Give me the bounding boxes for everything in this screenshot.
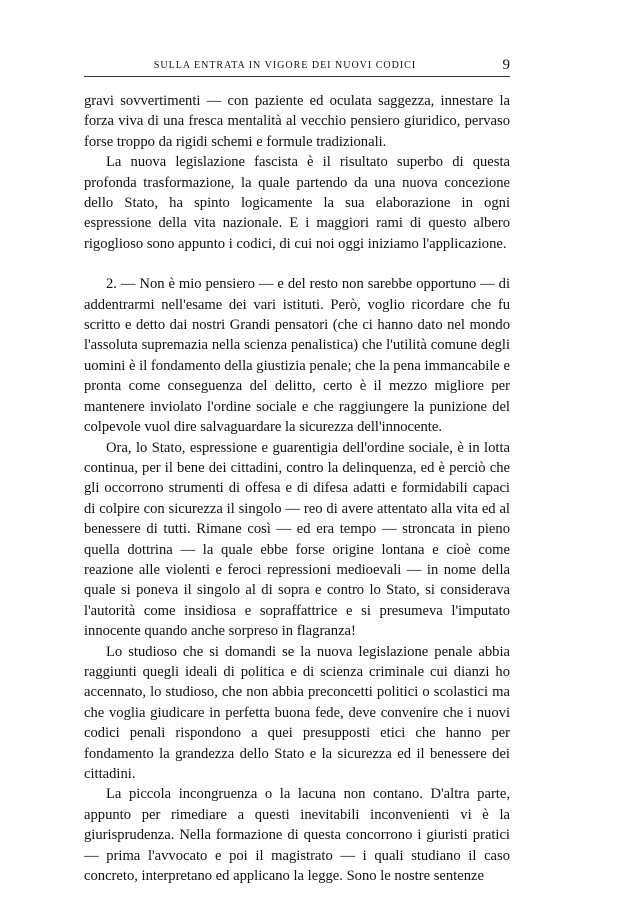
page-number: 9	[502, 57, 510, 73]
paragraph: La piccola incongruenza o la lacuna non contano. D'altra parte, appunto per rimediare a questi inevitabili inconvenienti vi è la giurisprudenza. Nella formazione di questa concorrono i giuristi pratici — prima l'avvocato e poi il magistrato — i quali studiano il caso concreto, interpretano ed applicano la legge. Sono le nostre sentenze	[84, 786, 510, 885]
section-2-paragraph: 2. — Non è mio pensiero — e del resto non sarebbe opportuno — di addentrarmi nell'esame dei vari istituti. Però, voglio ricordare che fu scritto e detto dai nostri Grandi pensatori (che ci hanno dato nel mondo l'assoluta supremazia nella scienza penalistica) che l'utilità comune degli uomini è il fondamento della giustizia penale; che la pena immancabile e pronta come conseguenza del delitto, certo è il mezzo migliore per mantenere inviolato l'ordine sociale e che raggiungere la punizione del colpevole vuol dire salvaguardare la sicurezza dell'innocente.	[84, 276, 510, 436]
paragraph: La nuova legislazione fascista è il risultato superbo di questa profonda trasformazione, la quale partendo da una nuova concezione dello Stato, ha spinto logicamente la sua elaborazione in ogni espressione della vita nazionale. E i maggiori rami di questo albero rigoglioso sono appunto i codici, di cui noi oggi iniziamo l'applicazione.	[84, 154, 510, 252]
paragraph: Ora, lo Stato, espressione e guarentigia dell'ordine sociale, è in lotta continua, per il bene dei cittadini, contro la delinquenza, ed è perciò che gli occorrono strumenti di offesa e di difesa adatti e formidabili capaci di colpire con sicurezza il singolo — reo di avere attentato alla vita ed al benessere di tutti. Rimane così — ed era tempo — stroncata in pieno quella dottrina — la quale ebbe forse origine lontana e cioè come reazione alle violenti e feroci repressioni medioevali — in nome della quale si poneva il singolo al di sopra e contro lo Stato, si considerava l'autorità come insidiosa e sopraffattrice e si presumeva l'imputato innocente quando anche sorpreso in flagranza!	[84, 439, 510, 640]
paragraph-continuation: gravi sovvertimenti — con paziente ed oculata saggezza, innestare la forza viva di una fresca mentalità al vecchio pensiero giuridico, pervaso forse troppo da rigidi schemi e formule tradizionali.	[84, 93, 510, 150]
page-body	[84, 91, 510, 886]
paragraph: Lo studioso che si domandi se la nuova legislazione penale abbia raggiunti quegli ideali di politica e di scienza criminale cui dianzi ho accennato, lo studioso, che non abbia preconcetti politici o scolastici ma che voglia giudicare in perfetta buona fede, deve convenire che i nuovi codici penali rispondono a quei presupposti etici che hanno per fondamento la grandezza dello Stato e la sicurezza ed il benessere dei cittadini.	[84, 643, 510, 782]
book-page	[84, 56, 510, 886]
running-head: SULLA ENTRATA IN VIGORE DEI NUOVI CODICI	[153, 60, 417, 71]
page-header	[84, 56, 510, 77]
